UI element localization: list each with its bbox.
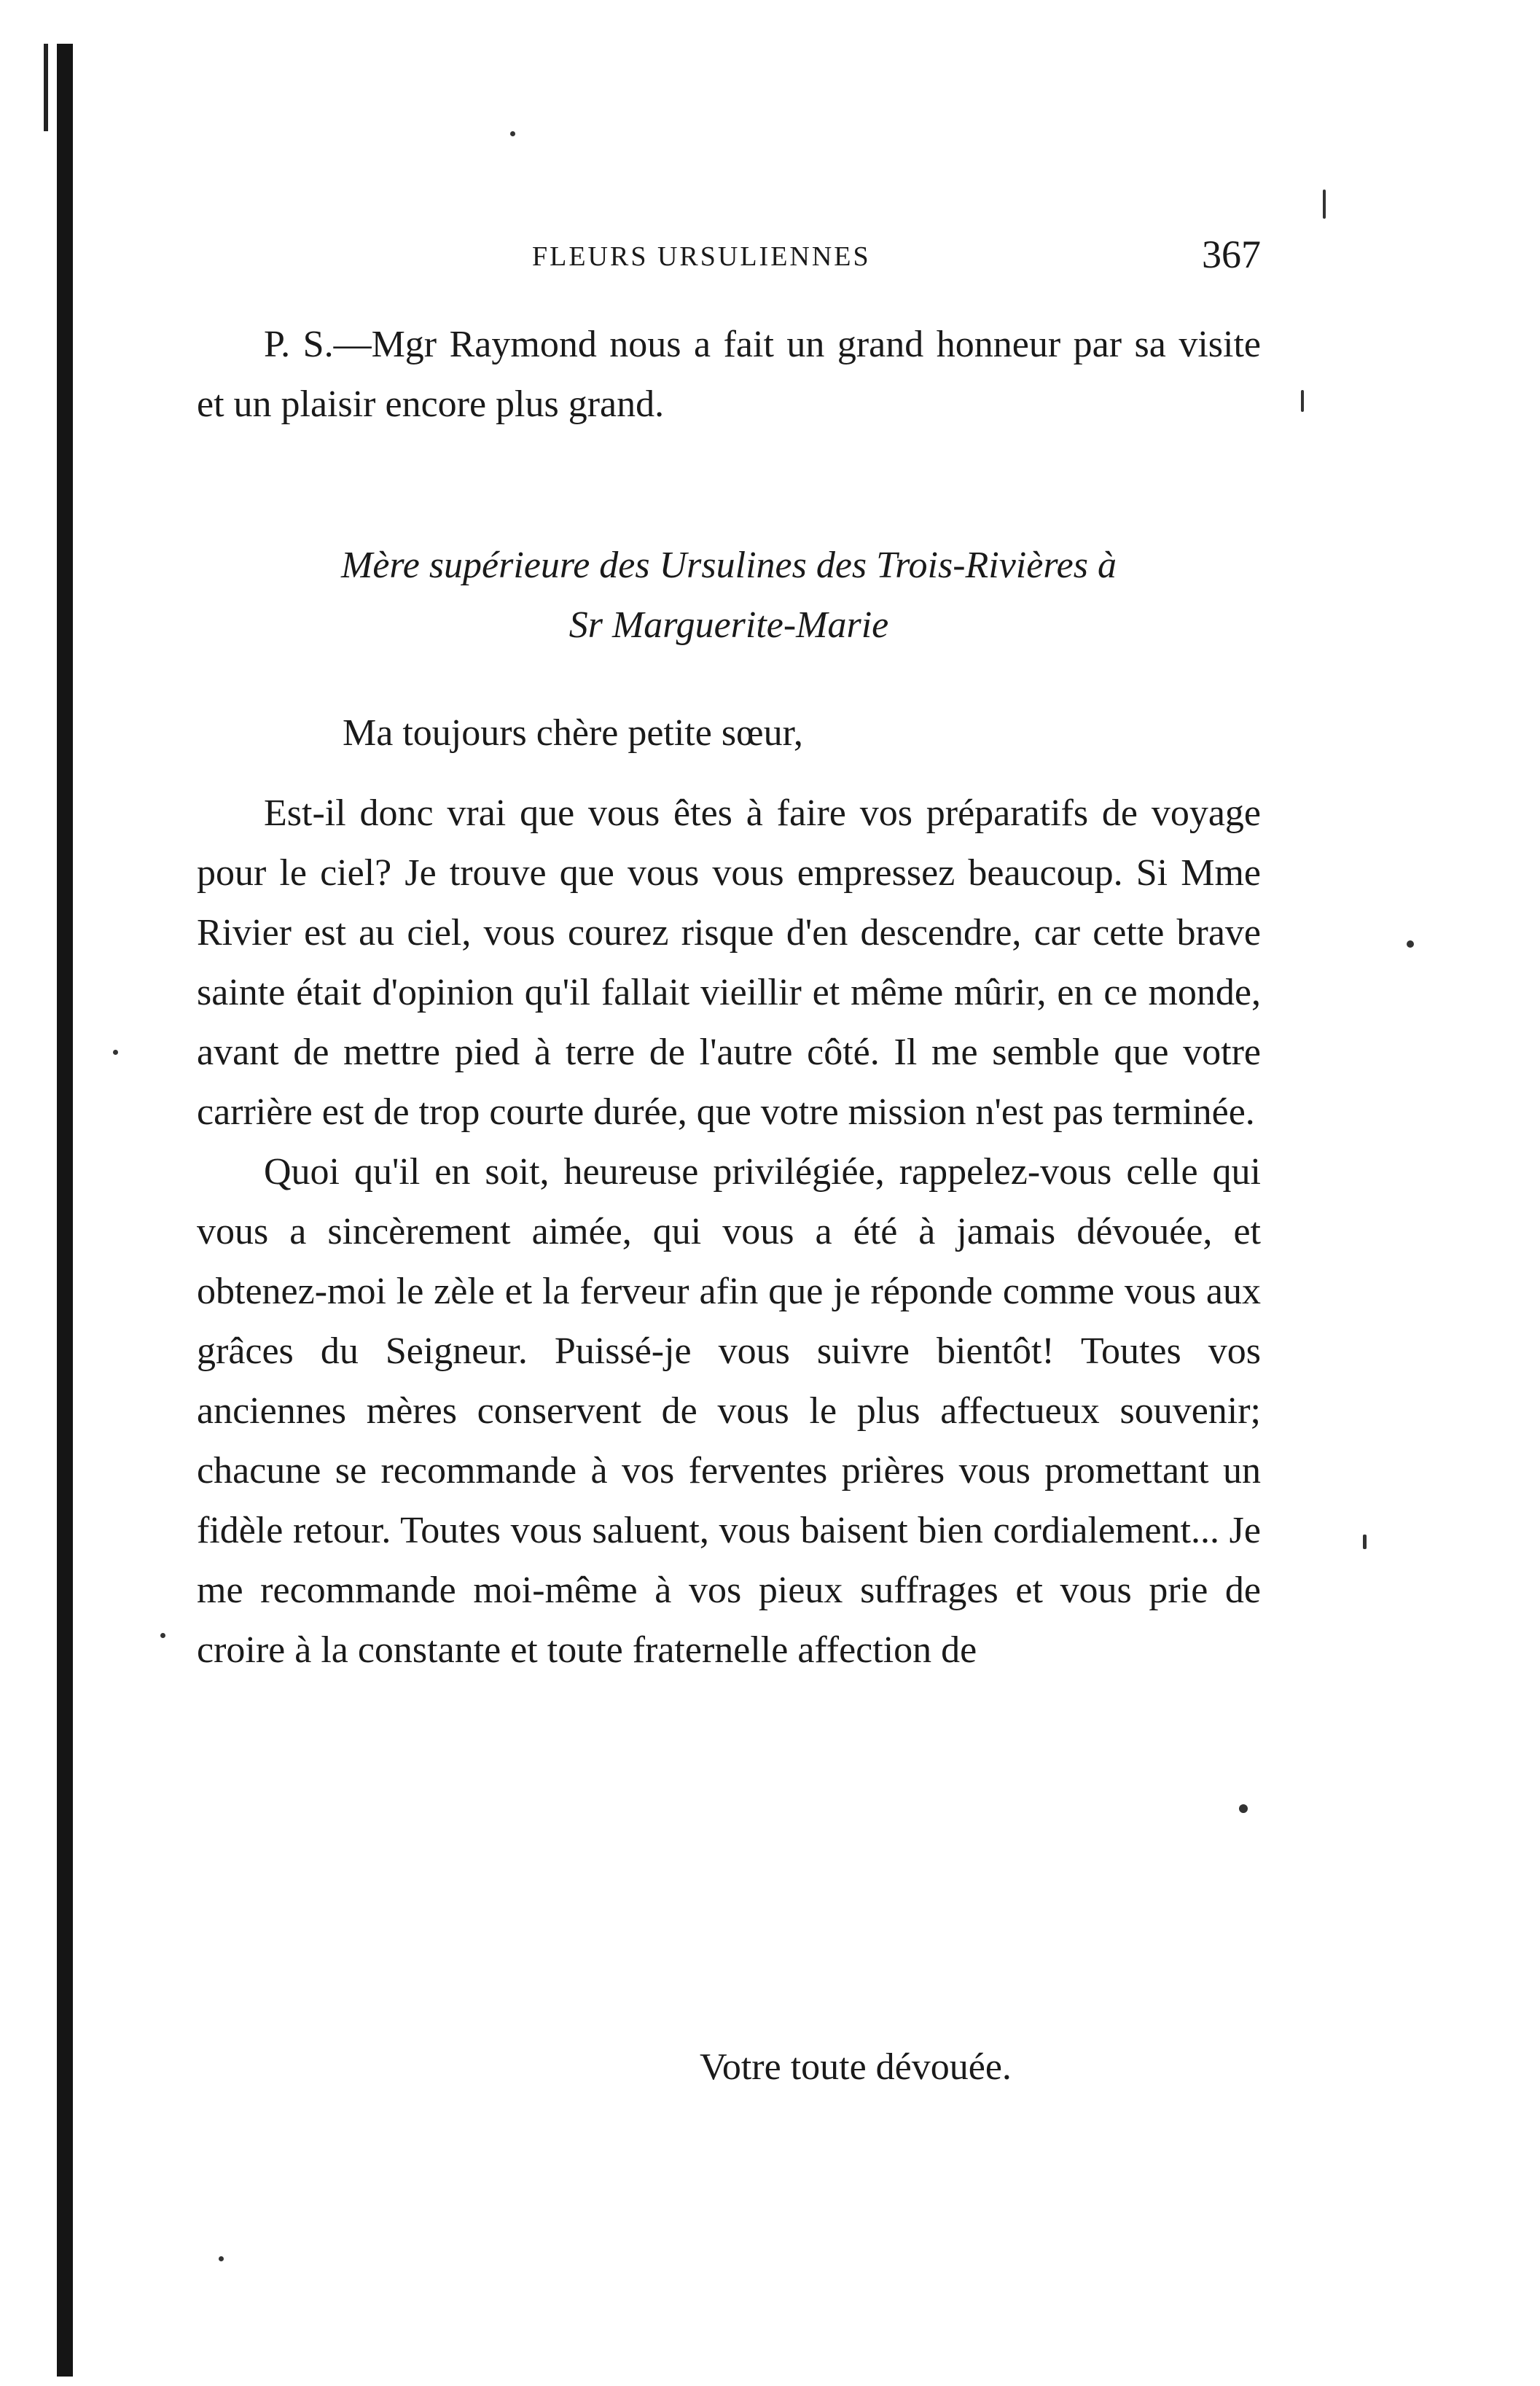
page-number: 367 [1202,233,1261,276]
scan-speck [1363,1535,1367,1549]
scan-speck [1407,940,1414,948]
salutation: Ma toujours chère petite sœur, [343,712,803,754]
scan-speck [160,1633,165,1638]
postscript-paragraph: P. S.—Mgr Raymond nous a fait un grand honneur par sa visite et un plaisir encore plus grand. [197,324,1261,425]
scan-speck [1239,1804,1248,1813]
letter-heading-line-1: Mère supérieure des Ursulines des Trois-Rivières à [341,545,1117,586]
letter-heading-line-2: Sr Marguerite-Marie [568,604,889,646]
scan-speck [113,1050,118,1055]
letter-body [197,784,1261,1680]
binding-edge-mark [44,44,48,131]
scan-speck [1323,190,1326,219]
page-header [197,232,1261,283]
scan-speck [1301,390,1304,412]
running-head: FLEURS URSULIENNES [532,241,871,272]
postscript [197,315,1261,434]
paragraph-1: Est-il donc vrai que vous êtes à faire vos préparatifs de voyage pour le ciel? Je trouve que vous vous empressez beaucoup. Si Mme Rivier est au ciel, vous courez risque d'en descendre, car cette brave sainte était d'opinion qu'il fallait vieillir et même mûrir, en ce monde, avant de mettre pied à terre de l'autre côté. Il me semble que votre carrière est de trop courte durée, que votre mission n'est pas terminée. [197,792,1261,1133]
closing: Votre toute dévouée. [700,2046,1012,2088]
scan-speck [219,2256,224,2261]
scan-speck [510,131,515,136]
paragraph-2: Quoi qu'il en soit, heureuse privilégiée, rappelez-vous celle qui vous a sincèrement aimée, qui vous a été à jamais dévouée, et obtenez-moi le zèle et la ferveur afin que je réponde comme vous aux grâces du Seigneur. Puissé-je vous suivre bientôt! Toutes vos anciennes mères conservent de vous le plus affectueux souvenir; chacune se recommande à vos ferventes prières vous promettant un fidèle retour. Toutes vous saluent, vous baisent bien cordialement... Je me recommande moi-même à vos pieux suffrages et vous prie de croire à la constante et toute fraternelle affection de [197,1151,1261,1671]
letter-heading [197,536,1261,655]
binding-edge [57,44,73,2377]
